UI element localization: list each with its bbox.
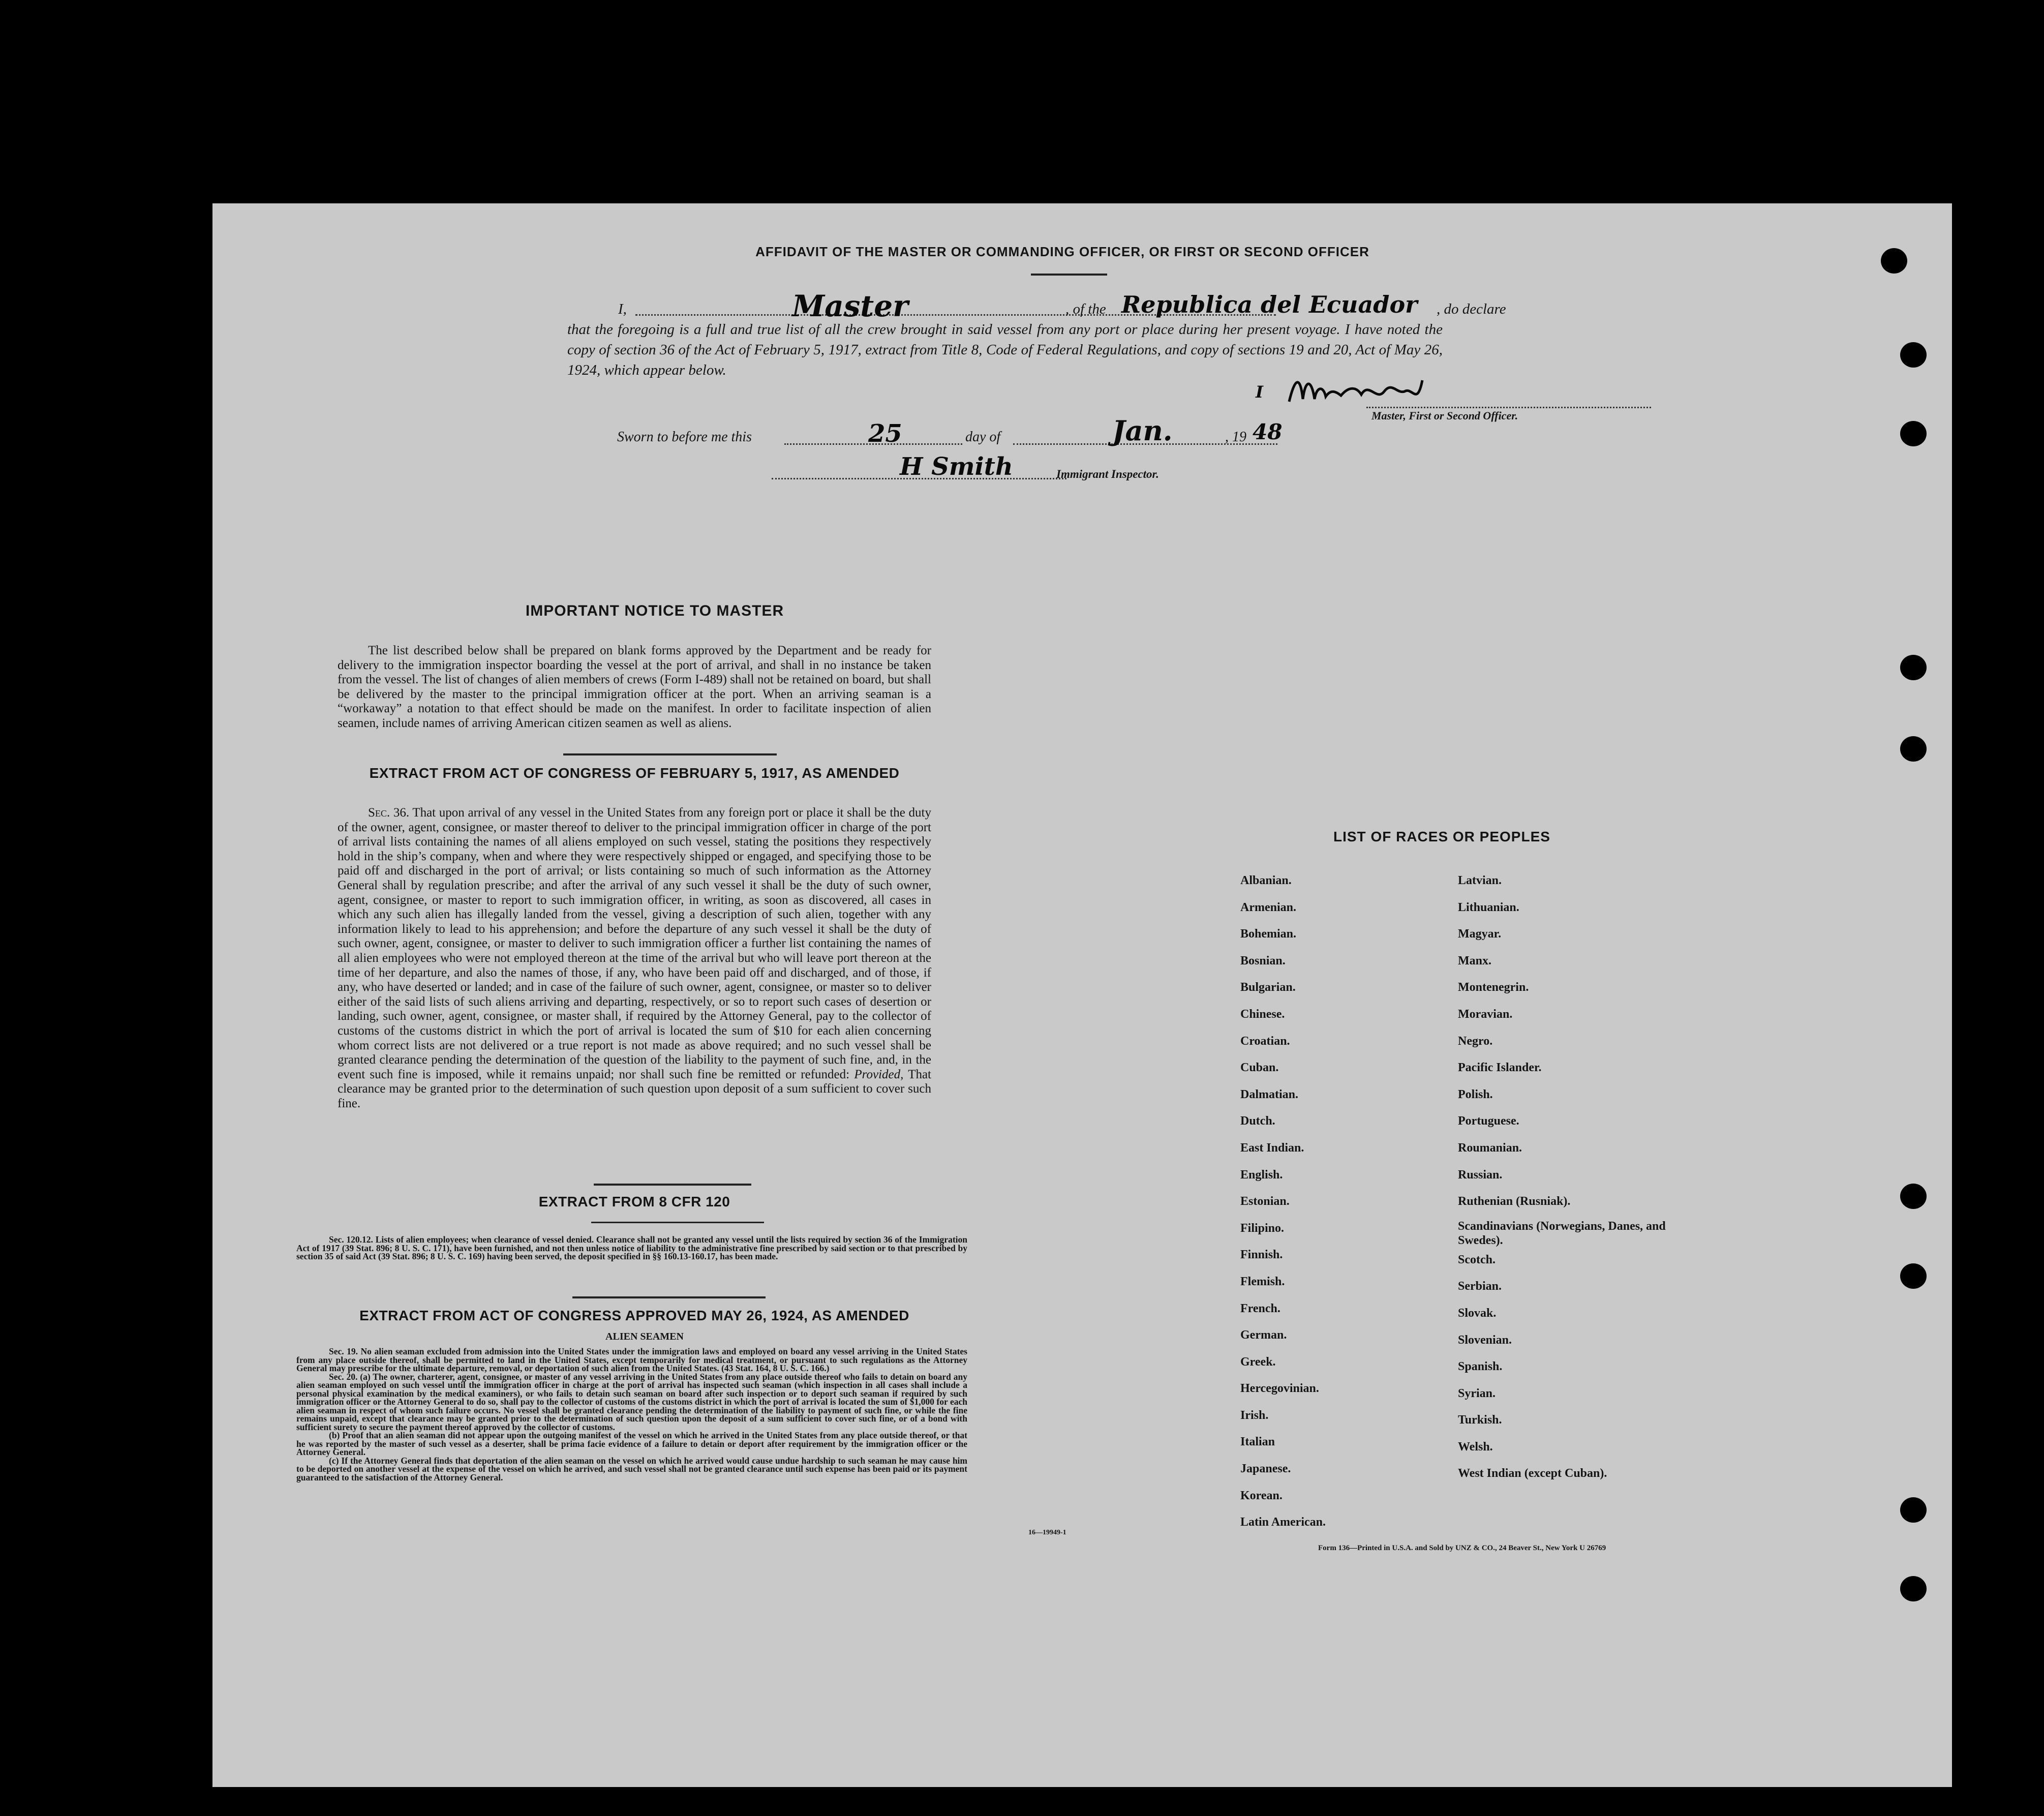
affidavit-declare: , do declare	[1437, 301, 1506, 317]
race-item: Scandinavians (Norwegians, Danes, and Swedes).	[1458, 1219, 1666, 1247]
punch-hole	[1881, 248, 1907, 274]
race-item: Japanese.	[1240, 1462, 1291, 1476]
year-prefix: , 19	[1225, 429, 1246, 445]
race-item: Syrian.	[1458, 1386, 1496, 1400]
race-item: Hercegovinian.	[1240, 1382, 1319, 1396]
punch-hole	[1900, 342, 1927, 368]
race-item: Flemish.	[1240, 1275, 1285, 1288]
race-item: Roumanian.	[1458, 1141, 1522, 1155]
sworn-month: Jan.	[1112, 414, 1173, 447]
divider-4	[572, 1296, 766, 1298]
race-item: Manx.	[1458, 954, 1491, 967]
race-item: Montenegrin.	[1458, 981, 1529, 994]
races-right-column	[1458, 873, 1671, 1493]
extract-1924-heading: EXTRACT FROM ACT OF CONGRESS APPROVED MAY 26, 1924, AS AMENDED	[359, 1308, 909, 1323]
race-item: Negro.	[1458, 1034, 1493, 1048]
signature-caption: Master, First or Second Officer.	[1371, 409, 1518, 422]
race-item: Irish.	[1240, 1408, 1269, 1422]
extract-cfr-heading: EXTRACT FROM 8 CFR 120	[538, 1194, 730, 1209]
rank-handwritten: Master	[792, 289, 908, 323]
document-page	[212, 203, 1952, 1787]
race-item: West Indian (except Cuban).	[1458, 1467, 1607, 1480]
extract-1924-body	[296, 1347, 967, 1481]
race-item: Cuban.	[1240, 1061, 1279, 1075]
race-item: Lithuanian.	[1458, 900, 1519, 914]
race-item: Croatian.	[1240, 1034, 1290, 1048]
race-item: German.	[1240, 1328, 1287, 1342]
race-item: Estonian.	[1240, 1195, 1290, 1208]
race-item: Moravian.	[1458, 1007, 1513, 1021]
race-item: Filipino.	[1240, 1221, 1285, 1235]
race-item: Welsh.	[1458, 1440, 1493, 1454]
punch-hole	[1900, 1576, 1927, 1601]
race-item: Albanian.	[1240, 874, 1292, 887]
sec-20b: (b) Proof that an alien seaman did not appear upon the outgoing manifest of the vessel on which he arrived in the United States from any place outside thereof, or that he was reported by the master of such vessel as a deserter, shall be prima facie evidence of a failure to detain or deport after requirement by the immigration officer or the Attorney General.	[296, 1430, 967, 1457]
master-signature	[1285, 371, 1438, 412]
race-item: Dalmatian.	[1240, 1087, 1298, 1101]
punch-hole	[1900, 1263, 1927, 1289]
form-code: 16—19949-1	[1028, 1529, 1066, 1536]
punch-hole	[1900, 655, 1927, 680]
sworn-year: 48	[1253, 419, 1283, 444]
race-item: Dutch.	[1240, 1114, 1275, 1128]
affidavit-i: I,	[618, 301, 627, 317]
signature-mark: I	[1256, 382, 1263, 402]
race-item: Italian	[1240, 1435, 1275, 1449]
extract-1917-body	[338, 806, 931, 1111]
race-item: Bosnian.	[1240, 954, 1286, 967]
race-item: Armenian.	[1240, 900, 1296, 914]
race-item: Bulgarian.	[1240, 981, 1296, 994]
race-item: Pacific Islander.	[1458, 1061, 1542, 1075]
inspector-handwritten: H Smith	[900, 452, 1013, 481]
printer-footer: Form 136—Printed in U.S.A. and Sold by UNZ & CO., 24 Beaver St., New York U 26769	[1318, 1544, 1606, 1552]
race-item: French.	[1240, 1302, 1280, 1315]
sec-19: Sec. 19. No alien seaman excluded from admission into the United States under the immigration laws and employed on board any vessel arriving in the United States from any place outside thereof, shall be permitted to land in the United States, except temporarily for medical treatment, or pursuant to such regulations as the Attorney General may prescribe for the ultimate departure, removal, or deportation of such alien from the United States. (43 Stat. 164, 8 U. S. C. 166.)	[296, 1346, 967, 1373]
inspector-caption: Immigrant Inspector.	[1056, 468, 1159, 480]
race-item: Latvian.	[1458, 874, 1502, 887]
affidavit-of-the: , of the	[1065, 301, 1106, 317]
race-item: East Indian.	[1240, 1141, 1304, 1155]
race-item: Scotch.	[1458, 1253, 1496, 1266]
affidavit-heading: AFFIDAVIT OF THE MASTER OR COMMANDING OFFICER, OR FIRST OR SECOND OFFICER	[755, 244, 1369, 259]
race-item: Portuguese.	[1458, 1114, 1519, 1128]
divider-3	[591, 1222, 764, 1223]
divider-1	[563, 753, 777, 755]
heading-rule	[1031, 274, 1107, 276]
race-item: Greek.	[1240, 1355, 1276, 1369]
sec-20c: (c) If the Attorney General finds that deportation of the alien seaman on the vessel on which he arrived would cause undue hardship to such seaman he may cause him to be deported on another vessel at the expense of the vessel on which he arrived, and such vessel shall not be granted clearance until such expense has been paid or its payment guaranteed to the satisfaction of the Attorney General.	[296, 1455, 967, 1482]
day-of-label: day of	[965, 429, 1001, 445]
signature-line	[1366, 407, 1651, 408]
punch-hole	[1900, 736, 1927, 762]
race-item: Chinese.	[1240, 1007, 1285, 1021]
divider-2	[594, 1184, 751, 1186]
alien-seamen-subheading: ALIEN SEAMEN	[605, 1331, 684, 1342]
section-label: Sec. 36.	[368, 806, 410, 820]
race-item: Finnish.	[1240, 1248, 1283, 1262]
extract-cfr-body: Sec. 120.12. Lists of alien employees; when clearance of vessel denied. Clearance shall not be granted any vessel until the lists required by section 36 of the Immigration Act of 1917 (39 Stat. 896; 8 U. S. C. 171), have been furnished, and not then unless notice of liability to the administrative fine prescribed by said section or to that prescribed by section 35 of said Act (39 Stat. 896; 8 U. S. C. 169) having been served, the deposit specified in §§ 160.13-160.17, has been made.	[296, 1234, 967, 1261]
race-item: Ruthenian (Rusniak).	[1458, 1195, 1571, 1208]
section-text: That upon arrival of any vessel in the United States from any foreign port or place it shall be the duty of the owner, agent, consignee, or master thereof to deliver to the principal immigration officer in charge of the port of arrival lists containing the names of all aliens employed on such vessel, stating the positions they respectively hold in the ship’s company, when and where they were respectively shipped or engaged, and specifying those to be paid off and discharged in the port of arrival; or lists containing so much of such information as the Attorney General shall by regulation prescribe; and after the arrival of any such vessel it shall be the duty of such owner, agent, consignee, or master to report to such immigration officer, in writing, as soon as discovered, all cases in which any such alien has illegally landed from the vessel, giving a description of such alien, together with any information likely to lead to his apprehension; and before the departure of any such vessel it shall be the duty of such owner, agent, consignee, or master to deliver to such immigration officer a further list containing the names of all alien employees who were not employed thereon at the time of the arrival but who will leave port thereon at the time of her departure, and also the names of those, if any, who have been paid off and discharged, and of those, if any, who have deserted or landed; and in case of the failure of such owner, agent, consignee, or master so to deliver either of the said lists of such aliens arriving and departing, respectively, or so to report such cases of desertion or landing, such owner, agent, consignee, or master shall, if required by the Attorney General, pay to the collector of customs of the customs district in which the port of arrival is located the sum of $10 for each alien concerning whom correct lists are not delivered or a true report is not made as above required; and no such vessel shall be granted clearance pending the determination of the question of the liability to the payment of such fine, and, in the event such fine is imposed, while it remains unpaid; nor shall such fine be remitted or refunded:	[338, 806, 931, 1081]
proviso-text: That clearance may be granted prior to the determination of such question upon deposit of a sum sufficient to cover such fine.	[338, 1067, 932, 1110]
proviso-label: Provided,	[854, 1067, 904, 1081]
sec-20a: Sec. 20. (a) The owner, charterer, agent, consignee, or master of any vessel arriving in the United States from any place outside thereof who fails to detain on board any alien seaman employed on such vessel until the immigration officer in charge at the port of arrival has inspected such seaman (which inspection in all cases shall include a personal physical examination by the medical examiners), or who fails to detain such seaman on board after such inspection or to deport such seaman if required by such immigration officer or the Attorney General to do so, shall pay to the collector of customs of the customs district in which the port of arrival is located the sum of $1,000 for each alien seaman in respect of whom such failure occurs. No vessel shall be granted clearance pending the determination of the liability to payment of such fine, or while the fine remains unpaid, except that clearance may be granted prior to the determination of such question upon the deposit of a sum sufficient to cover such fine, or of a bond with sufficient surety to secure the payment thereof approved by the collector of customs.	[296, 1371, 967, 1432]
race-item: English.	[1240, 1168, 1283, 1182]
race-item: Latin American.	[1240, 1516, 1326, 1529]
sworn-prefix: Sworn to before me this	[617, 429, 752, 445]
race-item: Magyar.	[1458, 927, 1502, 941]
race-item: Polish.	[1458, 1087, 1493, 1101]
race-item: Serbian.	[1458, 1280, 1502, 1293]
race-item: Turkish.	[1458, 1413, 1502, 1427]
race-item: Spanish.	[1458, 1360, 1503, 1374]
punch-hole	[1900, 1184, 1927, 1209]
notice-heading: IMPORTANT NOTICE TO MASTER	[525, 602, 784, 619]
race-item: Slovenian.	[1458, 1333, 1512, 1347]
punch-hole	[1900, 421, 1927, 446]
affidavit-body: that the foregoing is a full and true list of all the crew brought in said vessel from any port or place during her present voyage. I have noted the copy of section 36 of the Act of February 5, 1917, extract from Title 8, Code of Federal Regulations, and copy of sections 19 and 20, Act of May 26, 1924, which appear below.	[567, 321, 1443, 378]
races-left-column	[1240, 873, 1326, 1542]
extract-1917-heading: EXTRACT FROM ACT OF CONGRESS OF FEBRUARY 5, 1917, AS AMENDED	[369, 765, 900, 781]
race-item: Russian.	[1458, 1168, 1503, 1182]
punch-hole	[1900, 1497, 1927, 1523]
sworn-day: 25	[868, 419, 902, 448]
race-item: Korean.	[1240, 1489, 1283, 1502]
vessel-handwritten: Republica del Ecuador	[1121, 291, 1418, 318]
race-item: Bohemian.	[1240, 927, 1297, 941]
race-item: Slovak.	[1458, 1306, 1497, 1320]
races-title: LIST OF RACES OR PEOPLES	[1333, 829, 1550, 844]
notice-body: The list described below shall be prepared on blank forms approved by the Department and be ready for delivery to the immigration inspector boarding the vessel at the port of arrival, and shall in no instance be taken from the vessel. The list of changes of alien members of crews (Form I-489) shall not be retained on board, but shall be delivered by the master to the principal immigration officer at the port. When an arriving seaman is a “workaway” a notation to that effect should be made on the manifest. In order to facilitate inspection of alien seamen, include names of arriving American citizen seamen as well as aliens.	[338, 644, 931, 730]
